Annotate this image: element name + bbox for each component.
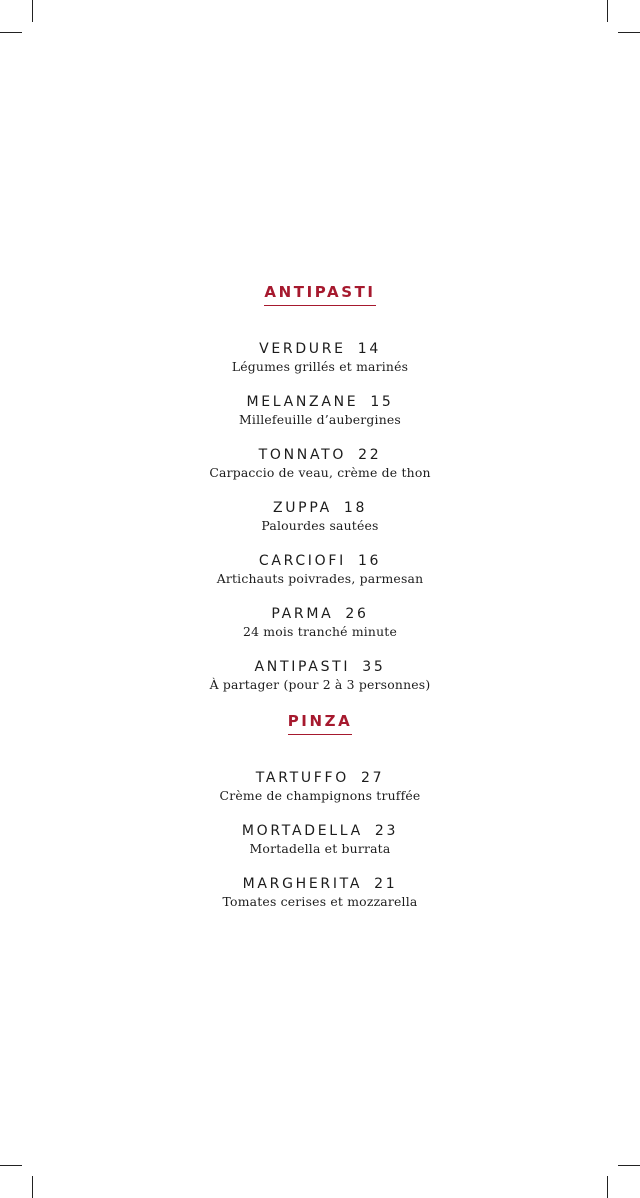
item-description: Mortadella et burrata — [249, 841, 391, 856]
menu-page — [0, 282, 640, 928]
menu-item — [0, 605, 640, 658]
item-description: À partager (pour 2 à 3 personnes) — [209, 677, 431, 692]
crop-mark-top-right-vertical — [607, 0, 608, 22]
item-price: 22 — [358, 447, 382, 463]
item-price: 15 — [370, 394, 394, 410]
item-name: PARMA — [271, 606, 334, 622]
menu-item — [0, 822, 640, 875]
item-list — [0, 769, 640, 928]
item-description: Palourdes sautées — [261, 518, 379, 533]
item-price: 23 — [374, 823, 399, 839]
crop-mark-bottom-left-horizontal — [0, 1165, 22, 1166]
item-name: ANTIPASTI — [254, 659, 351, 675]
item-description: Crème de champignons truffée — [219, 788, 421, 803]
menu-item — [0, 393, 640, 446]
item-description: Carpaccio de veau, crème de thon — [209, 465, 431, 480]
item-name: ZUPPA — [272, 500, 332, 516]
item-description: Millefeuille d’aubergines — [239, 412, 401, 427]
item-price: 26 — [345, 606, 369, 622]
menu-item — [0, 552, 640, 605]
menu-item — [0, 340, 640, 393]
item-list — [0, 340, 640, 711]
item-price: 35 — [362, 659, 386, 675]
section-pinza — [0, 711, 640, 928]
section-antipasti — [0, 282, 640, 711]
item-name: TONNATO — [258, 447, 347, 463]
menu-item — [0, 658, 640, 711]
item-description: 24 mois tranché minute — [242, 624, 398, 639]
item-name: MARGHERITA — [242, 876, 363, 892]
menu-item — [0, 875, 640, 928]
menu-item — [0, 499, 640, 552]
section-title: PINZA — [288, 711, 353, 735]
menu-item — [0, 446, 640, 499]
item-price: 27 — [361, 770, 385, 786]
menu-item — [0, 769, 640, 822]
item-price: 16 — [357, 553, 382, 569]
crop-mark-top-right-horizontal — [618, 32, 640, 33]
crop-mark-bottom-right-vertical — [607, 1176, 608, 1198]
item-name: CARCIOFI — [258, 553, 346, 569]
item-price: 18 — [343, 500, 368, 516]
item-name: MELANZANE — [246, 394, 359, 410]
item-description: Artichauts poivrades, parmesan — [216, 571, 424, 586]
crop-mark-bottom-left-vertical — [32, 1176, 33, 1198]
item-price: 21 — [374, 876, 398, 892]
item-name: MORTADELLA — [241, 823, 363, 839]
item-name: TARTUFFO — [255, 770, 350, 786]
crop-mark-top-left-horizontal — [0, 32, 22, 33]
item-description: Tomates cerises et mozzarella — [222, 894, 418, 909]
item-name: VERDURE — [259, 341, 346, 357]
item-price: 14 — [357, 341, 381, 357]
crop-mark-bottom-right-horizontal — [618, 1165, 640, 1166]
section-title: ANTIPASTI — [264, 282, 375, 306]
item-description: Légumes grillés et marinés — [231, 359, 409, 374]
crop-mark-top-left-vertical — [32, 0, 33, 22]
